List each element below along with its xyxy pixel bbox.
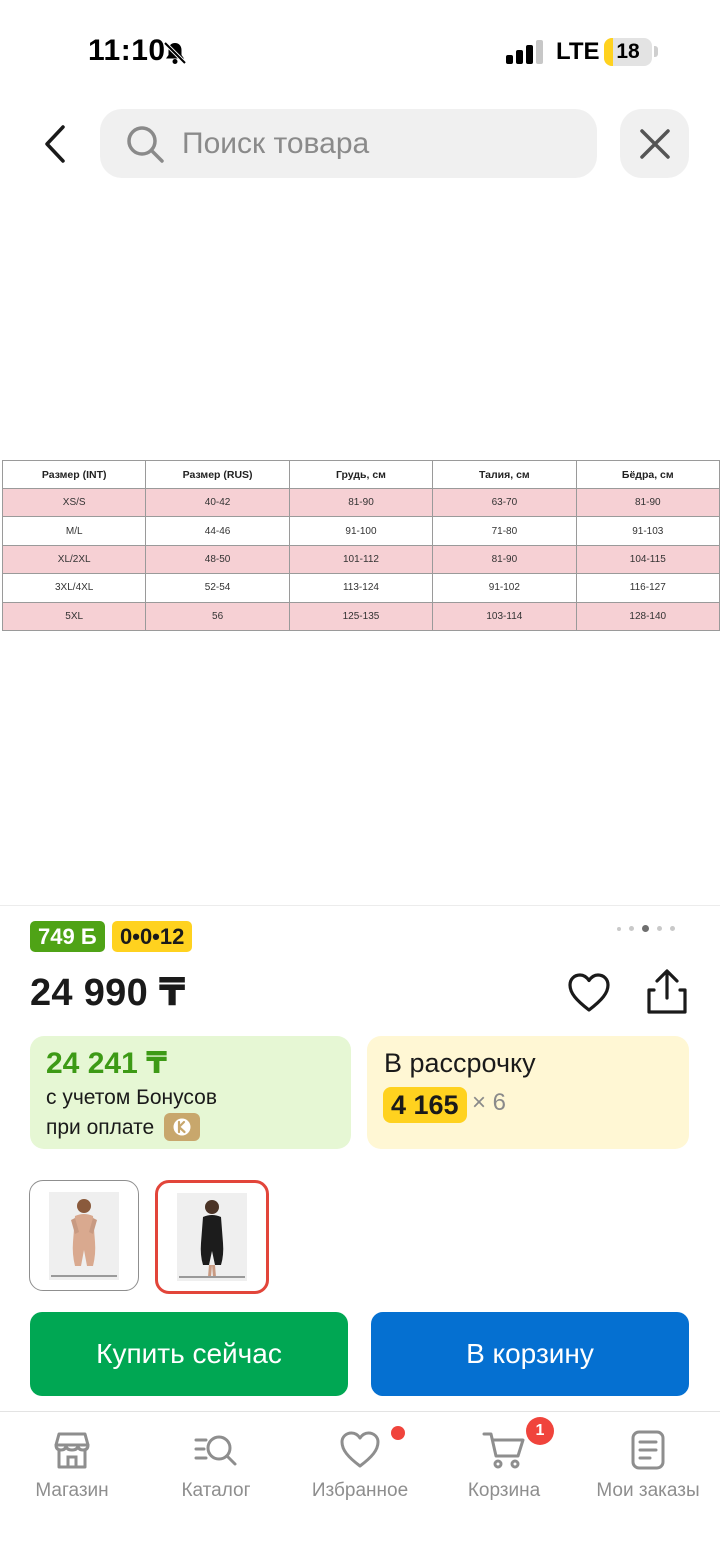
signal-icon: [506, 40, 544, 64]
table-row: [3, 517, 720, 545]
kaspi-logo-icon: [164, 1113, 200, 1141]
table-cell: 44-46: [146, 517, 289, 545]
nav-item-cart[interactable]: [432, 1412, 576, 1522]
close-button[interactable]: [620, 109, 689, 178]
close-icon: [639, 128, 671, 160]
table-cell: 101-112: [289, 545, 432, 573]
table-cell: 81-90: [433, 545, 576, 573]
favorite-button[interactable]: [566, 970, 612, 1016]
chevron-left-icon: [41, 123, 69, 165]
bonus-price: 24 241 ₸: [46, 1047, 167, 1080]
back-button[interactable]: [26, 114, 84, 174]
bonus-note: с учетом Бонусов: [46, 1086, 217, 1109]
table-cell: 91-103: [576, 517, 719, 545]
store-icon: [50, 1428, 94, 1472]
status-bar: [0, 0, 720, 100]
table-row: [3, 602, 720, 630]
nav-label: Каталог: [181, 1480, 251, 1501]
table-cell: 56: [146, 602, 289, 630]
bonus-badge: 749 Б: [30, 921, 105, 952]
bonus-payment-note: при оплате: [46, 1116, 155, 1139]
search-input[interactable]: [182, 127, 562, 161]
size-table-header: Талия, см: [433, 461, 576, 489]
table-cell: 104-115: [576, 545, 719, 573]
battery-icon: [604, 38, 652, 66]
bonus-price-card[interactable]: [30, 1036, 351, 1149]
pagination-dot: [629, 926, 634, 931]
table-cell: 63-70: [433, 489, 576, 517]
product-thumbnail-image: [49, 1192, 119, 1280]
pagination-dot: [670, 926, 675, 931]
table-cell: 81-90: [289, 489, 432, 517]
table-cell: 52-54: [146, 574, 289, 602]
battery-nub: [654, 46, 658, 57]
installment-times: × 6: [472, 1089, 507, 1116]
heart-icon: [566, 970, 612, 1016]
size-table-header: Бёдра, см: [576, 461, 719, 489]
variant-thumbnail-black-selected[interactable]: [155, 1180, 269, 1294]
installment-title: В рассрочку: [384, 1048, 536, 1078]
gallery-pagination: [617, 925, 675, 932]
status-time: 11:10: [88, 34, 166, 67]
table-row: [3, 574, 720, 602]
table-cell: 116-127: [576, 574, 719, 602]
table-cell: 91-100: [289, 517, 432, 545]
pagination-dot-active: [642, 925, 649, 932]
search-box[interactable]: [100, 109, 597, 178]
size-table-header: Размер (INT): [3, 461, 146, 489]
thumbnail-caption: [179, 1276, 245, 1278]
nav-item-orders[interactable]: [576, 1412, 720, 1522]
table-row: [3, 489, 720, 517]
size-table: [2, 460, 720, 631]
table-cell: 113-124: [289, 574, 432, 602]
installment-amount: 4 165: [383, 1087, 467, 1123]
table-cell: 91-102: [433, 574, 576, 602]
table-row: [3, 545, 720, 573]
catalog-search-icon: [194, 1428, 238, 1472]
table-cell: XS/S: [3, 489, 146, 517]
share-icon: [644, 968, 690, 1016]
add-to-cart-button[interactable]: В корзину: [371, 1312, 689, 1396]
nav-label: Избранное: [311, 1480, 409, 1501]
product-image-size-chart[interactable]: [2, 460, 720, 631]
pagination-dot: [617, 927, 621, 931]
product-thumbnail-image: [177, 1193, 247, 1281]
nav-item-favorites[interactable]: [288, 1412, 432, 1522]
table-cell: 125-135: [289, 602, 432, 630]
heart-icon: [338, 1428, 382, 1472]
model-beige-icon: [49, 1192, 119, 1280]
nav-label: Корзина: [467, 1480, 541, 1501]
nav-item-shop[interactable]: [0, 1412, 144, 1522]
table-cell: 81-90: [576, 489, 719, 517]
bottom-nav: [0, 1411, 720, 1564]
bell-slash-icon: [162, 40, 188, 66]
model-black-icon: [177, 1193, 247, 1281]
nav-item-catalog[interactable]: [144, 1412, 288, 1522]
nav-label: Магазин: [35, 1480, 109, 1501]
size-table-header-row: [3, 461, 720, 489]
table-cell: 3XL/4XL: [3, 574, 146, 602]
table-cell: 5XL: [3, 602, 146, 630]
pagination-dot: [657, 926, 662, 931]
product-price: 24 990 ₸: [30, 972, 186, 1014]
search-icon: [124, 123, 166, 165]
installment-badge: 0•0•12: [112, 921, 192, 952]
cart-count-badge: 1: [526, 1417, 554, 1445]
size-table-header: Размер (RUS): [146, 461, 289, 489]
table-cell: 103-114: [433, 602, 576, 630]
table-cell: M/L: [3, 517, 146, 545]
variant-thumbnail-beige[interactable]: [29, 1180, 139, 1291]
table-cell: 128-140: [576, 602, 719, 630]
size-table-header: Грудь, см: [289, 461, 432, 489]
orders-icon: [626, 1428, 670, 1472]
favorites-notification-dot: [391, 1426, 405, 1440]
share-button[interactable]: [644, 968, 690, 1016]
nav-label: Мои заказы: [596, 1480, 700, 1501]
divider: [0, 905, 720, 906]
battery-level: 18: [616, 40, 640, 63]
table-cell: 71-80: [433, 517, 576, 545]
table-cell: XL/2XL: [3, 545, 146, 573]
thumbnail-caption: [51, 1275, 117, 1277]
table-cell: 40-42: [146, 489, 289, 517]
table-cell: 48-50: [146, 545, 289, 573]
installment-card[interactable]: [367, 1036, 689, 1149]
network-type: LTE: [556, 38, 600, 65]
cart-icon: [482, 1428, 526, 1472]
buy-now-button[interactable]: Купить сейчас: [30, 1312, 348, 1396]
